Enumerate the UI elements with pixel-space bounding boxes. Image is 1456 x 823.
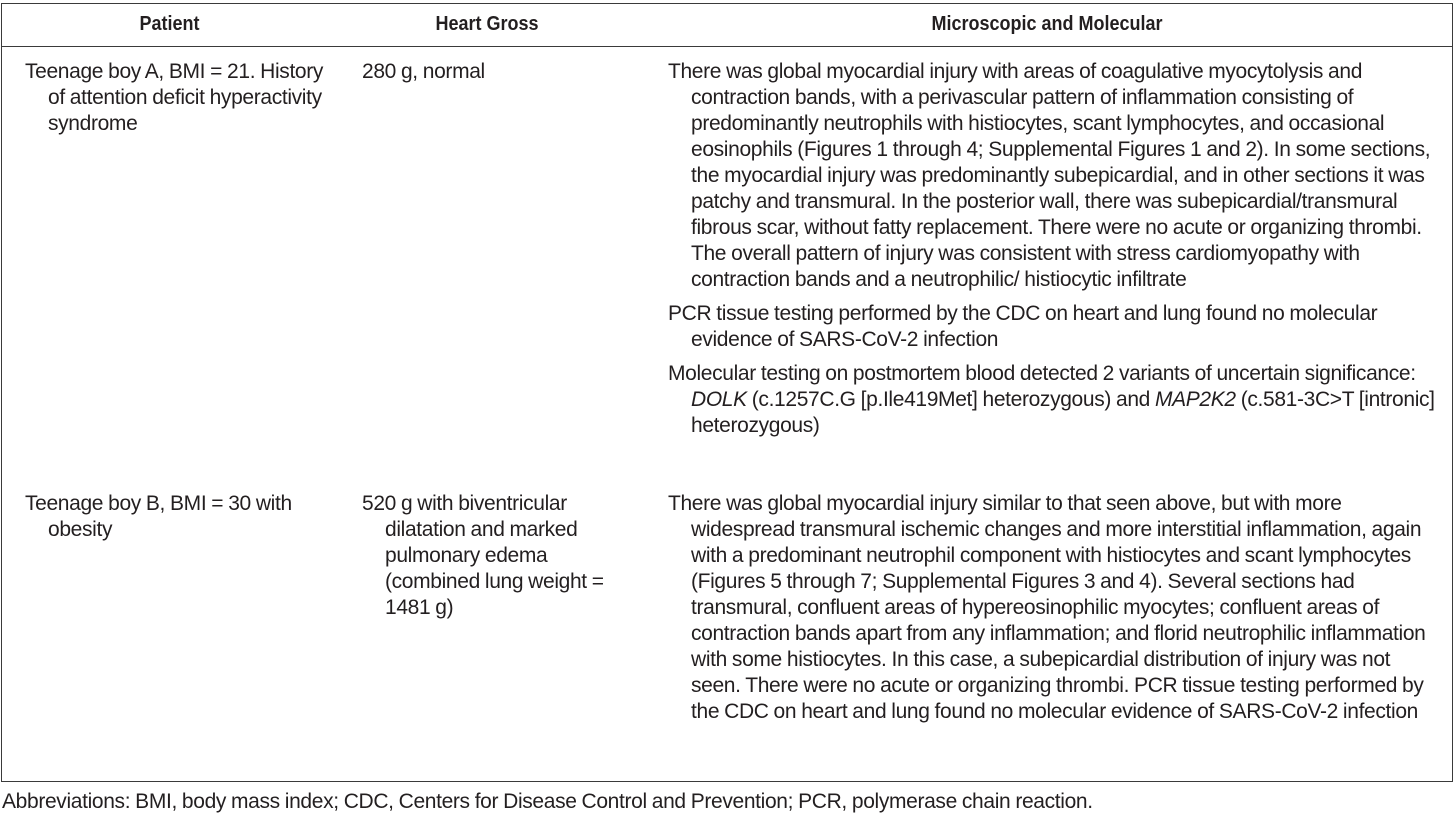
heart-gross-description: 280 g, normal — [362, 60, 485, 83]
molecular-paragraph — [668, 361, 1448, 439]
patient-description: Teenage boy A, BMI = 21. History of attention deficit hyperactivity syndrome — [25, 60, 324, 135]
header-patient: Patient — [139, 13, 200, 35]
row-b-patient-cell — [25, 491, 325, 543]
gene-map2k2-detail: (c.581-3C>T [intronic] heterozygous) — [691, 388, 1435, 437]
header-heart-gross: Heart Gross — [435, 13, 539, 35]
pcr-paragraph: PCR tissue testing performed by the CDC on heart and lung found no molecular evidence of SARS-CoV-2 infection — [668, 302, 1378, 351]
molecular-prefix: Molecular testing on postmortem blood detected 2 variants of uncertain significance: — [668, 362, 1416, 385]
gene-dolk: DOLK — [691, 388, 747, 411]
table-header-row — [2, 4, 1452, 47]
row-a-microscopic-cell — [668, 59, 1448, 439]
gene-map2k2: MAP2K2 — [1154, 388, 1236, 411]
row-a-heart-gross-cell — [362, 59, 632, 85]
findings-table — [1, 3, 1453, 782]
header-microscopic-molecular: Microscopic and Molecular — [931, 13, 1163, 35]
gene-dolk-detail: (c.1257C.G [p.Ile419Met] heterozygous) and — [746, 388, 1155, 411]
row-b-heart-gross-cell — [362, 491, 622, 621]
abbreviations-footnote: Abbreviations: BMI, body mass index; CDC, Centers for Disease Control and Prevention; PCR, polymerase chain reaction. — [2, 790, 1093, 813]
heart-gross-description: 520 g with biventricular dilatation and marked pulmonary edema (combined lung weight = 1481 g) — [362, 492, 604, 619]
row-b-microscopic-cell — [668, 491, 1443, 725]
row-a-patient-cell — [25, 59, 325, 137]
microscopic-paragraph: There was global myocardial injury with areas of coagulative myocytolysis and contraction bands, with a perivascular pattern of inflammation consisting of predominantly neutrophils with histiocytes, scant lymphocytes, and occasional eosinophils (Figures 1 through 4; Supplemental Figures 1 and 2). In some sections, the myocardial injury was predominantly subepicardial, and in other sections it was patchy and transmural. In the posterior wall, there was subepicardial/transmural fibrous scar, without fatty replacement. There were no acute or organizing thrombi. The overall pattern of injury was consistent with stress cardiomyopathy with contraction bands and a neutrophilic/ histiocytic infiltrate — [668, 60, 1431, 291]
patient-description: Teenage boy B, BMI = 30 with obesity — [25, 492, 292, 541]
microscopic-paragraph: There was global myocardial injury similar to that seen above, but with more widespread transmural ischemic changes and more interstitial inflammation, again with a predominant neutrophil component with histiocytes and scant lymphocytes (Figures 5 through 7; Supplemental Figures 3 and 4). Several sections had transmural, confluent areas of hypereosinophilic myocytes; confluent areas of contraction bands apart from any inflammation; and florid neutrophilic inflammation with some histiocytes. In this case, a subepicardial distribution of injury was not seen. There were no acute or organizing thrombi. PCR tissue testing performed by the CDC on heart and lung found no molecular evidence of SARS-CoV-2 infection — [668, 492, 1426, 723]
